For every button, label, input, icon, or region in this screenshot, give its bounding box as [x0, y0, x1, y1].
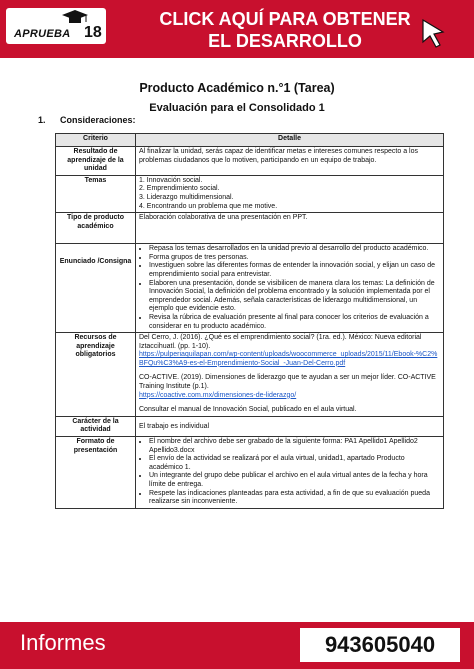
- section-title: Consideraciones:: [60, 115, 136, 125]
- top-banner[interactable]: [0, 0, 474, 58]
- logo-text: APRUEBA: [14, 28, 71, 40]
- table-row: [56, 175, 444, 212]
- row-label-caracter: Carácter de la actividad: [56, 416, 136, 436]
- logo: [6, 8, 106, 44]
- phone-number: 943605040: [324, 632, 436, 657]
- row-label-recursos: Recursos de aprendizaje obligatorios: [56, 333, 136, 417]
- row-label-tipo: Tipo de producto académico: [56, 213, 136, 244]
- banner-title-line1: CLICK AQUÍ PARA OBTENER: [159, 9, 411, 29]
- list-item: • Repasa los temas desarrollados en la unidad previo al desarrollo del producto académico.: [149, 245, 440, 254]
- row-detail-caracter: El trabajo es individual: [136, 416, 444, 436]
- row-label-temas: Temas: [56, 175, 136, 212]
- list-item: • El nombre del archivo debe ser grabado de la siguiente forma: PA1 Apellido1 Apellido2 Apellido3.docx: [149, 438, 440, 455]
- row-detail-resultado: Al finalizar la unidad, serás capaz de identificar metas e intereses comunes respecto a los problemas ciudadanos que lo motiven, participando en un equipo de trabajo.: [136, 147, 444, 176]
- list-item: 2. Emprendimiento social.: [139, 185, 220, 193]
- table-row: [56, 213, 444, 244]
- list-item: • Elaboren una presentación, donde se visibilicen de manera clara los temas: La definición de Innovación Social, la definición del problema encontrado y la solución implementada por el emprendedor social. Además, señala características de liderazgo multidimensional, un ejemplo que evidencie esto.: [149, 280, 440, 314]
- list-item: • El envío de la actividad se realizará por el aula virtual, unidad1, apartado Producto académico 1.: [149, 455, 440, 472]
- table-row: [56, 244, 444, 333]
- reference-3-text: Consultar el manual de Innovación Social, publicado en el aula virtual.: [139, 406, 357, 414]
- footer-info-label: Informes: [20, 630, 106, 655]
- list-item: • Revisa la rúbrica de evaluación presente al final para conocer los criterios de evaluación a considerar en tu producto académico.: [149, 314, 440, 331]
- table-header-row: [56, 134, 444, 147]
- list-item: 3. Liderazgo multidimensional.: [139, 193, 234, 201]
- reference-2-link[interactable]: https://coactive.com.mx/dimensiones-de-liderazgo/: [139, 391, 297, 399]
- cursor-icon: [420, 18, 446, 48]
- table-row: [56, 333, 444, 417]
- table-row: [56, 416, 444, 436]
- reference-2-text: CO-ACTIVE. (2019). Dimensiones de liderazgo que te ayudan a ser un mejor líder. CO-ACTIVE Training Institute (p.1).: [139, 374, 436, 391]
- row-label-formato: Formato de presentación: [56, 437, 136, 509]
- column-header-criterio: Criterio: [56, 134, 136, 147]
- row-detail-enunciado: [136, 244, 444, 333]
- list-item: 1. Innovación social.: [139, 176, 203, 184]
- list-item: • Forma grupos de tres personas.: [149, 254, 440, 263]
- row-detail-formato: [136, 437, 444, 509]
- section-heading: [38, 115, 136, 125]
- phone-box[interactable]: [300, 628, 460, 662]
- row-detail-temas: [136, 175, 444, 212]
- graduation-cap-icon: [62, 10, 88, 24]
- table-row: [56, 437, 444, 509]
- considerations-table: [55, 133, 444, 509]
- list-item: • Investiguen sobre las diferentes formas de entender la innovación social, y elijan un caso de emprendimiento social para entrevistar.: [149, 262, 440, 279]
- list-item: 4. Encontrando un problema que me motive.: [139, 202, 278, 210]
- list-item: • Un integrante del grupo debe publicar el archivo en el aula virtual antes de la fecha y hora límite de entrega.: [149, 472, 440, 489]
- document-title: Producto Académico n.°1 (Tarea): [139, 81, 335, 95]
- reference-1-text: Del Cerro, J. (2016). ¿Qué es el emprendimiento social? (1ra. ed.). México: Nueva editorial Iztaccihuatl. (pp. 1-10).: [139, 334, 422, 350]
- row-label-enunciado: Enunciado /Consigna: [56, 244, 136, 333]
- document-subtitle: Evaluación para el Consolidado 1: [149, 102, 325, 114]
- row-label-resultado: Resultado de aprendizaje de la unidad: [56, 147, 136, 176]
- banner-title-line2: EL DESARROLLO: [208, 31, 362, 51]
- row-detail-recursos: [136, 333, 444, 417]
- banner-cta[interactable]: [140, 8, 430, 52]
- logo-number: 18: [84, 24, 102, 41]
- column-header-detalle: Detalle: [136, 134, 444, 147]
- row-detail-tipo: Elaboración colaborativa de una presentación en PPT.: [136, 213, 444, 244]
- footer-banner[interactable]: [0, 622, 474, 669]
- table-row: [56, 147, 444, 176]
- reference-1-link[interactable]: https://pulperiaquilapan.com/wp-content/uploads/woocommerce_uploads/2015/11/Ebook-%C2%BFQu%C3%A9-es-el-Emprendimiento-Social_-Juan-Del-Cerro.pdf: [139, 351, 438, 367]
- list-item: • Respete las indicaciones planteadas para esta actividad, a fin de que su evaluación pueda realizarse sin inconveniente.: [149, 490, 440, 507]
- section-number: 1.: [38, 115, 46, 125]
